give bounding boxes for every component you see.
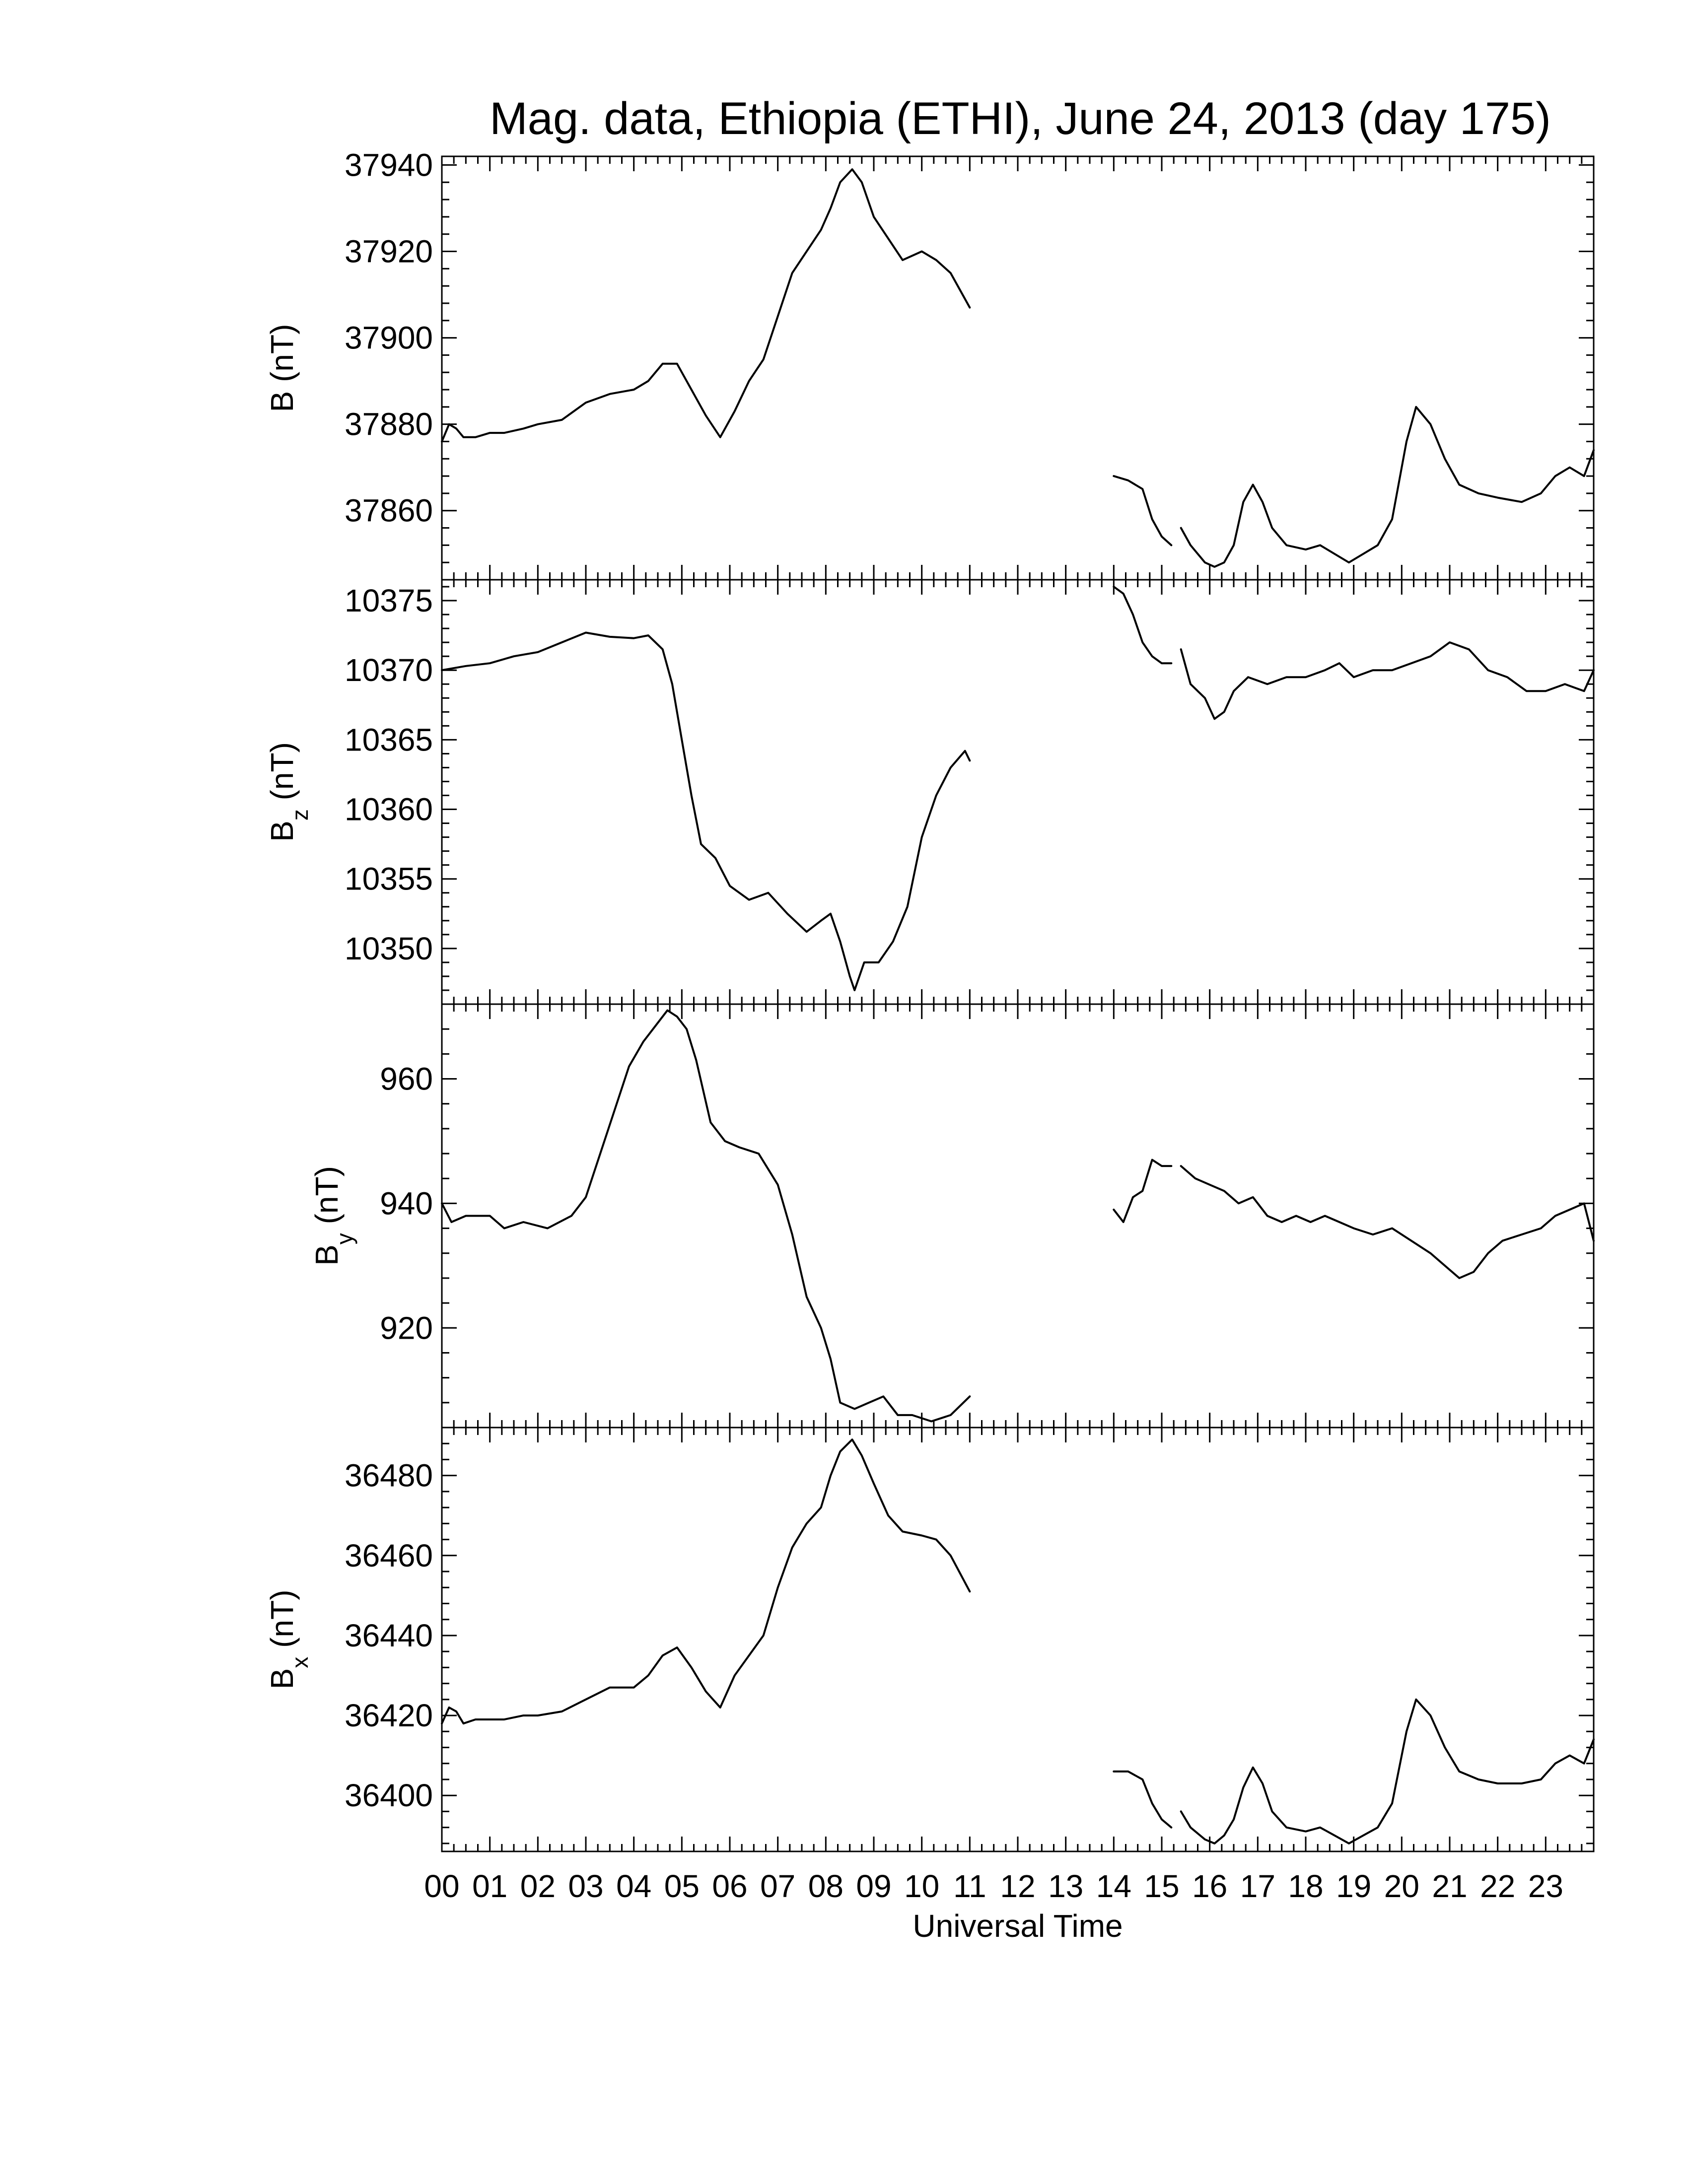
y-axis-label-unit: (nT) [264,324,300,391]
y-tick-label: 37940 [345,147,433,183]
panel-frame [442,1004,1594,1428]
x-tick-label: 23 [1528,1868,1563,1904]
series-line-segment [1181,642,1594,719]
y-tick-label: 10360 [345,791,433,827]
series-line-segment [1114,1160,1171,1222]
panel-3 [309,1004,1594,1428]
panel-frame [442,156,1594,580]
y-axis-label-main: B [264,1668,300,1690]
y-axis-label [264,742,313,842]
y-tick-label: 37860 [345,492,433,529]
y-axis-label [264,1590,313,1690]
chart-title: Mag. data, Ethiopia (ETHI), June 24, 2013 (day 175) [490,93,1551,144]
x-tick-label: 16 [1192,1868,1228,1904]
series-line-segment [1181,407,1594,567]
x-tick-label: 06 [712,1868,748,1904]
y-tick-label: 940 [380,1185,433,1222]
series-line-segment [442,1439,970,1723]
y-axis-label-unit: (nT) [309,1166,345,1233]
x-axis-label: Universal Time [913,1908,1123,1944]
series-line-segment [1114,587,1171,663]
x-tick-label: 02 [520,1868,556,1904]
y-axis-label-main: B [264,391,300,412]
series-line-segment [442,1011,970,1422]
x-tick-label: 04 [616,1868,652,1904]
y-axis-label [309,1166,357,1266]
panel-4 [264,1428,1594,1851]
y-tick-label: 10355 [345,861,433,897]
x-tick-label: 07 [760,1868,796,1904]
y-tick-label: 37880 [345,406,433,442]
x-tick-label: 08 [808,1868,844,1904]
y-tick-label: 920 [380,1310,433,1346]
y-tick-label: 36400 [345,1777,433,1814]
y-tick-label: 37920 [345,233,433,270]
y-axis-label-unit: (nT) [264,1589,300,1657]
x-tick-label: 10 [904,1868,940,1904]
x-tick-label: 13 [1048,1868,1084,1904]
series-line-segment [1181,1166,1594,1278]
x-tick-label: 21 [1432,1868,1468,1904]
panel-frame [442,1428,1594,1851]
x-tick-label: 18 [1288,1868,1324,1904]
x-tick-label: 00 [424,1868,460,1904]
panel-2 [264,580,1594,1004]
x-tick-label: 20 [1384,1868,1419,1904]
y-tick-label: 36420 [345,1698,433,1734]
x-tick-label: 03 [568,1868,604,1904]
series-line-segment [1114,476,1171,545]
series-line-segment [1181,1700,1594,1843]
series-line-segment [442,169,970,441]
y-axis-label-main: B [264,820,300,842]
y-tick-label: 37900 [345,320,433,356]
y-axis-label-subscript: y [332,1233,357,1245]
panels-group [264,147,1594,1904]
y-axis-label [264,324,300,412]
y-tick-label: 36460 [345,1537,433,1573]
panel-frame [442,580,1594,1004]
panel-1 [264,147,1594,580]
y-tick-label: 10365 [345,722,433,758]
x-tick-label: 22 [1480,1868,1516,1904]
series-line-segment [1114,1772,1171,1828]
x-tick-label: 17 [1240,1868,1275,1904]
y-tick-label: 10350 [345,930,433,966]
x-tick-label: 01 [472,1868,508,1904]
y-tick-label: 10370 [345,652,433,688]
y-axis-label-main: B [309,1244,345,1266]
y-axis-label-subscript: z [287,809,313,821]
y-tick-label: 10375 [345,583,433,619]
y-tick-label: 960 [380,1061,433,1097]
x-tick-label: 19 [1336,1868,1372,1904]
x-tick-label: 14 [1096,1868,1131,1904]
x-tick-label: 12 [1000,1868,1036,1904]
y-axis-label-subscript: x [287,1656,313,1668]
x-tick-label: 15 [1144,1868,1180,1904]
y-tick-label: 36440 [345,1617,433,1653]
y-axis-label-unit: (nT) [264,742,300,810]
x-tick-label: 11 [953,1868,986,1904]
x-tick-label: 09 [856,1868,892,1904]
x-tick-label: 05 [664,1868,700,1904]
series-line-segment [442,633,970,991]
y-tick-label: 36480 [345,1457,433,1494]
